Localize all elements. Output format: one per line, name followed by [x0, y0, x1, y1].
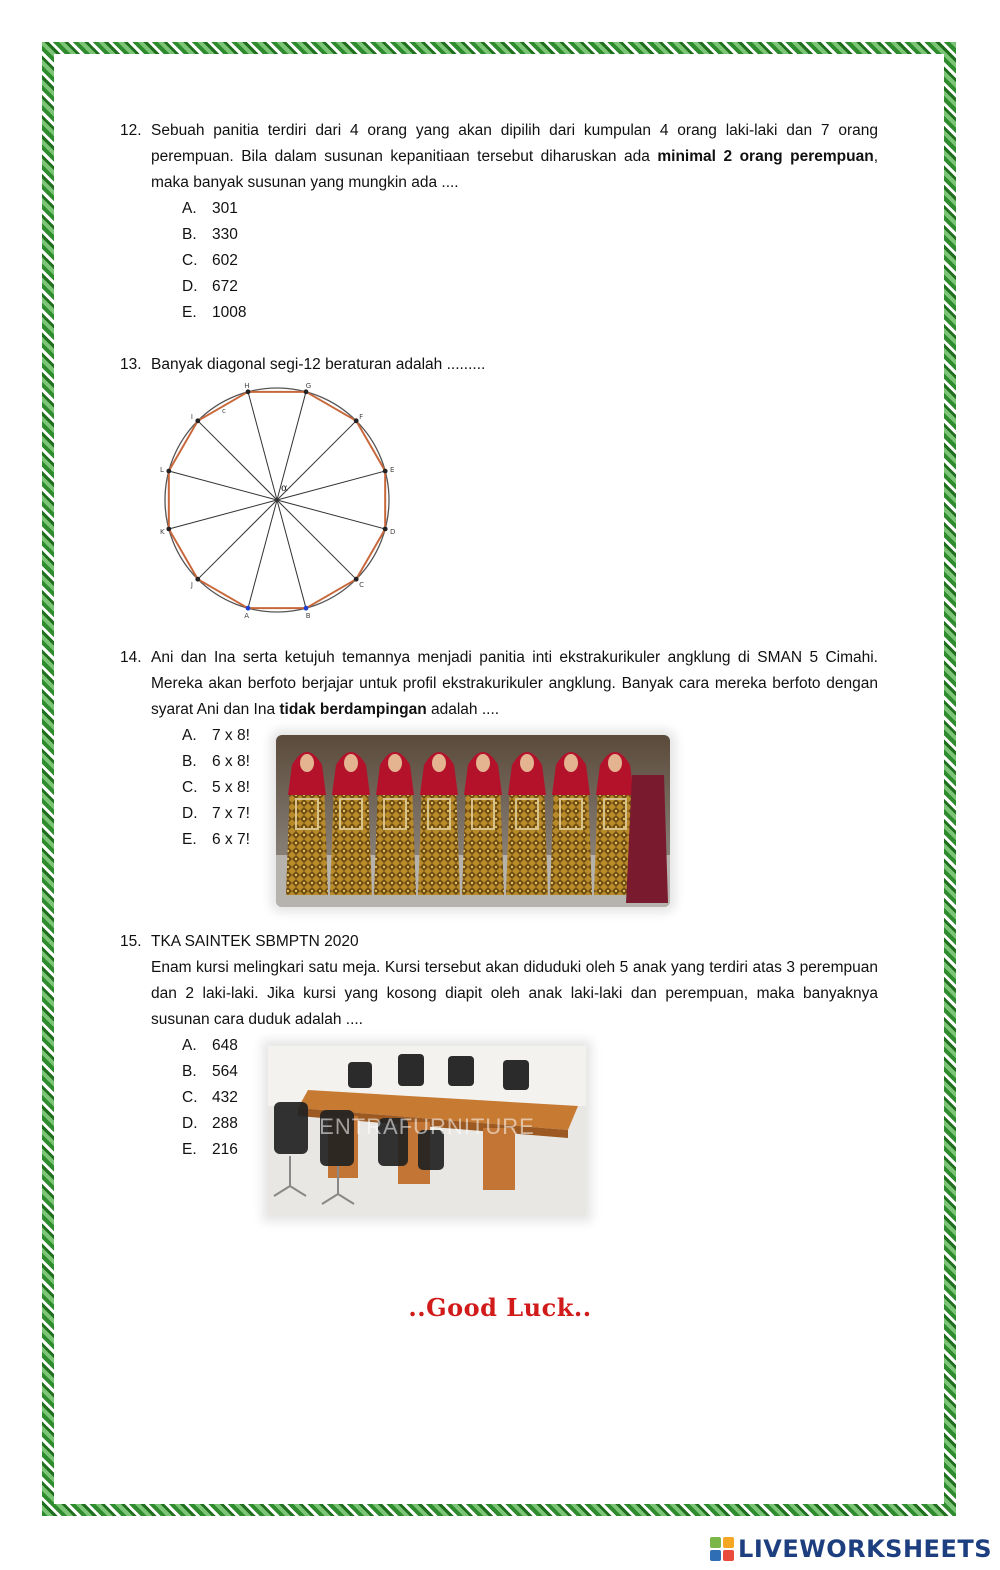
- question-text-part: Sebuah panitia terdiri dari 4 orang yang akan dipilih dari kumpulan 4 orang laki-laki dan 7 orang perempuan. Bila dalam susunan kepanitiaan tersebut diharuskan ada: [151, 122, 878, 165]
- person-figure: [462, 752, 504, 895]
- person-figure: [286, 752, 328, 895]
- question-text: [151, 118, 878, 196]
- option-value: 1008: [212, 304, 247, 321]
- option-letter: C.: [182, 252, 198, 269]
- person-figure: [374, 752, 416, 895]
- vertex-dot: [166, 527, 171, 532]
- question-number: 14.: [120, 649, 142, 666]
- option-letter: A.: [182, 727, 197, 744]
- vertex-label: L: [160, 466, 164, 475]
- option-list: [151, 196, 878, 326]
- question-13: [120, 352, 485, 378]
- conference-table-photo: [268, 1046, 586, 1216]
- option-value: 602: [212, 252, 238, 269]
- radius-line: [169, 471, 277, 500]
- liveworksheets-logo-icon: [710, 1537, 734, 1561]
- question-number: 12.: [120, 122, 142, 139]
- option-letter: E.: [182, 1141, 197, 1158]
- vertex-dot: [304, 389, 309, 394]
- question-text: [151, 645, 878, 723]
- option-letter: C.: [182, 1089, 198, 1106]
- option-value: 432: [212, 1089, 238, 1106]
- option-e[interactable]: [182, 300, 878, 326]
- vertex-label: J: [190, 581, 193, 590]
- option-letter: B.: [182, 1063, 197, 1080]
- option-value: 6 x 7!: [212, 831, 250, 848]
- option-a[interactable]: [182, 196, 878, 222]
- vertex-label: A: [244, 611, 249, 620]
- logo-square: [723, 1537, 734, 1548]
- vertex-dot: [304, 606, 309, 611]
- option-letter: B.: [182, 226, 197, 243]
- option-letter: E.: [182, 831, 197, 848]
- closing-message: ..Good Luck..: [408, 1293, 592, 1322]
- vertex-label: K: [160, 527, 165, 536]
- option-d[interactable]: [182, 274, 878, 300]
- vertex-dot: [246, 389, 251, 394]
- option-letter: A.: [182, 1037, 197, 1054]
- table-photo-illustration: [268, 1046, 586, 1216]
- question-text-bold: minimal 2 orang perempuan: [657, 148, 874, 165]
- vertex-label: C: [359, 581, 365, 590]
- question-text: Enam kursi melingkari satu meja. Kursi tersebut akan diduduki oleh 5 anak yang terdiri atas 3 perempuan dan 2 laki-laki. Jika kursi yang kosong diapit oleh anak laki-laki dan perempuan, maka banyaknya susunan cara duduk adalah ....: [151, 959, 878, 1028]
- vertex-label: D: [389, 527, 396, 536]
- question-number: 15.: [120, 933, 142, 950]
- angklung-group-photo: [276, 735, 670, 907]
- vertex-dot: [383, 469, 388, 474]
- question-text-bold: tidak berdampingan: [279, 701, 427, 718]
- logo-square: [710, 1550, 721, 1561]
- question-text-part: , maka banyak susunan yang mungkin ada ....: [151, 148, 878, 191]
- person-figure: [626, 775, 668, 903]
- question-number: 13.: [120, 356, 142, 373]
- option-letter: D.: [182, 278, 198, 295]
- logo-square: [710, 1537, 721, 1548]
- option-value: 301: [212, 200, 238, 217]
- vertex-dot: [195, 577, 200, 582]
- question-heading: TKA SAINTEK SBMPTN 2020: [151, 933, 359, 950]
- photo-watermark: ENTRAFURNITURE: [319, 1114, 535, 1139]
- vertex-dot: [354, 577, 359, 582]
- vertex-dot: [354, 418, 359, 423]
- brand-name: LIVEWORKSHEETS: [738, 1535, 992, 1563]
- radius-line: [277, 500, 306, 608]
- radius-line: [169, 500, 277, 529]
- radius-line: [277, 500, 356, 579]
- option-value: 330: [212, 226, 238, 243]
- vertex-dot: [383, 527, 388, 532]
- option-b[interactable]: [182, 222, 878, 248]
- question-text: Banyak diagonal segi-12 beraturan adalah .........: [151, 356, 486, 373]
- person-figure: [330, 752, 372, 895]
- radius-line: [248, 500, 277, 608]
- option-value: 648: [212, 1037, 238, 1054]
- option-letter: B.: [182, 753, 197, 770]
- vertex-label: F: [359, 412, 364, 421]
- arc-label: c: [222, 407, 226, 415]
- brand-logo[interactable]: [710, 1534, 992, 1564]
- vertex-label: I: [190, 412, 193, 421]
- vertex-label: E: [389, 466, 395, 475]
- radius-line: [198, 421, 277, 500]
- radius-line: [277, 421, 356, 500]
- option-letter: D.: [182, 805, 198, 822]
- vertex-label: H: [244, 382, 250, 391]
- option-c[interactable]: [182, 248, 878, 274]
- question-text-part: adalah ....: [426, 701, 500, 718]
- radius-line: [198, 500, 277, 579]
- person-figure: [550, 752, 592, 895]
- angklung-photo-illustration: [276, 735, 670, 907]
- vertex-dot: [195, 418, 200, 423]
- option-value: 7 x 8!: [212, 727, 250, 744]
- logo-square: [723, 1550, 734, 1561]
- person-figure: [506, 752, 548, 895]
- radius-line: [277, 500, 385, 529]
- option-letter: D.: [182, 1115, 198, 1132]
- option-value: 564: [212, 1063, 238, 1080]
- question-text-part: Ani dan Ina serta ketujuh temannya menjadi panitia inti ekstrakurikuler angklung di SMAN 5 Cimahi. Mereka akan berfoto berjajar untuk profil ekstrakurikuler angklung. Banyak cara mereka berfoto dengan syarat Ani dan Ina: [151, 649, 878, 718]
- vertex-dot: [166, 469, 171, 474]
- dodecagon-svg: [158, 378, 400, 622]
- vertex-dot: [246, 606, 251, 611]
- person-figure: [418, 752, 460, 895]
- option-value: 216: [212, 1141, 238, 1158]
- option-letter: A.: [182, 200, 197, 217]
- question-12: [120, 118, 878, 326]
- dodecagon-figure: [158, 378, 400, 622]
- radius-line: [277, 471, 385, 500]
- radius-line: [248, 392, 277, 500]
- option-letter: C.: [182, 779, 198, 796]
- option-value: 7 x 7!: [212, 805, 250, 822]
- option-value: 672: [212, 278, 238, 295]
- option-letter: E.: [182, 304, 197, 321]
- angle-label: α: [281, 483, 288, 494]
- vertex-label: B: [305, 611, 311, 620]
- vertex-label: G: [305, 382, 312, 391]
- option-value: 288: [212, 1115, 238, 1132]
- option-value: 5 x 8!: [212, 779, 250, 796]
- option-value: 6 x 8!: [212, 753, 250, 770]
